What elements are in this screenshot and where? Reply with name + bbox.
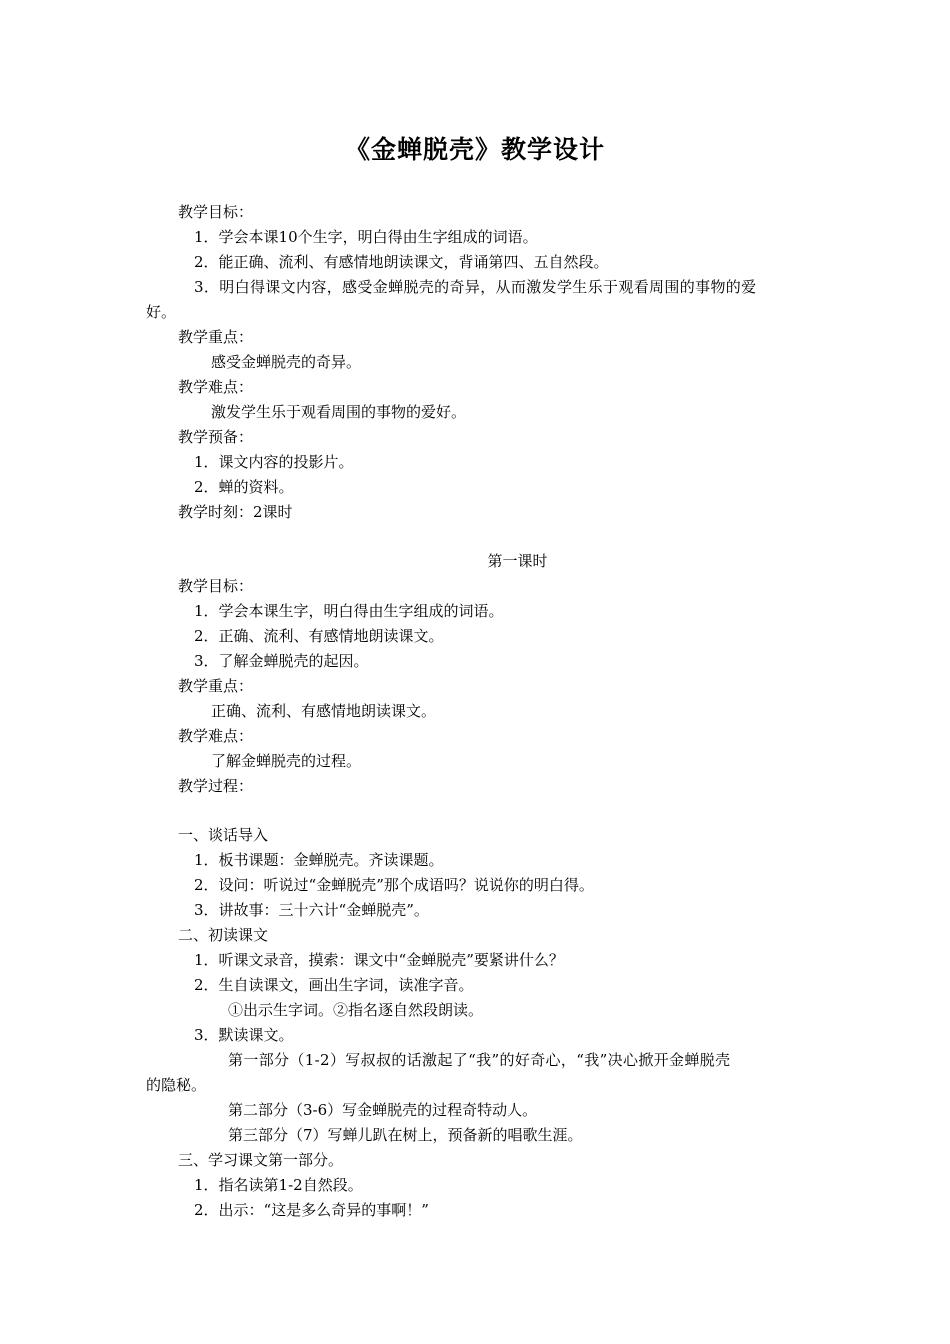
list-item-continuation: 好。 [146,303,177,321]
paragraph: 激发学生乐于观看周围的事物的爱好。 [211,403,467,421]
list-item: 1．学会本课生字，明白得由生字组成的词语。 [194,602,504,620]
list-item: 1．学会本课10个生字，明白得由生字组成的词语。 [194,228,538,246]
heading-objectives: 教学目标： [178,577,254,595]
section-title-lesson-one: 第一课时 [487,552,548,570]
heading-step-one: 一、谈话导入 [178,826,269,844]
list-item: 2．正确、流利、有感情地朗读课文。 [194,627,444,645]
list-item: 2．设问：听说过“金蝉脱壳”那个成语吗？说说你的明白得。 [194,876,594,894]
list-item: 3．默读课文。 [194,1026,294,1044]
heading-step-three: 三、学习课文第一部分。 [178,1151,344,1169]
heading-duration: 教学时刻：2课时 [178,503,293,521]
list-item: 1．板书课题：金蝉脱壳。齐读课题。 [194,851,444,869]
heading-objectives: 教学目标： [178,203,254,221]
list-item: 1．听课文录音，摸索：课文中“金蝉脱壳”要紧讲什么？ [194,951,564,969]
heading-process: 教学过程： [178,777,254,795]
list-item: 2．生自读课文，画出生字词，读准字音。 [194,976,474,994]
paragraph: 第三部分（7）写蝉儿趴在树上，预备新的唱歌生涯。 [228,1126,583,1144]
list-item: 2．出示：“这是多么奇异的事啊！” [194,1201,429,1219]
list-item: 2．蝉的资料。 [194,478,294,496]
heading-difficulties: 教学难点： [178,727,254,745]
heading-key-points: 教学重点： [178,677,254,695]
paragraph: 感受金蝉脱壳的奇异。 [211,353,362,371]
paragraph: 正确、流利、有感情地朗读课文。 [211,702,437,720]
list-item: 1．课文内容的投影片。 [194,453,354,471]
paragraph: 了解金蝉脱壳的过程。 [211,752,362,770]
heading-key-points: 教学重点： [178,328,254,346]
list-item: 2．能正确、流利、有感情地朗读课文，背诵第四、五自然段。 [194,253,609,271]
paragraph-continuation: 的隐秘。 [146,1076,207,1094]
sub-item: ①出示生字词。②指名逐自然段朗读。 [228,1001,484,1019]
paragraph: 第二部分（3-6）写金蝉脱壳的过程奇特动人。 [228,1101,538,1119]
list-item: 3．了解金蝉脱壳的起因。 [194,652,369,670]
document-title: 《金蝉脱壳》教学设计 [344,135,605,164]
list-item: 3．明白得课文内容，感受金蝉脱壳的奇异，从而激发学生乐于观看周围的事物的爱 [194,278,757,296]
paragraph: 第一部分（1-2）写叔叔的话激起了“我”的好奇心，“我”决心掀开金蝉脱壳 [228,1051,731,1069]
list-item: 1．指名读第1-2自然段。 [194,1176,363,1194]
heading-preparation: 教学预备： [178,428,254,446]
list-item: 3．讲故事：三十六计“金蝉脱壳”。 [194,901,429,919]
heading-step-two: 二、初读课文 [178,926,269,944]
heading-difficulties: 教学难点： [178,378,254,396]
